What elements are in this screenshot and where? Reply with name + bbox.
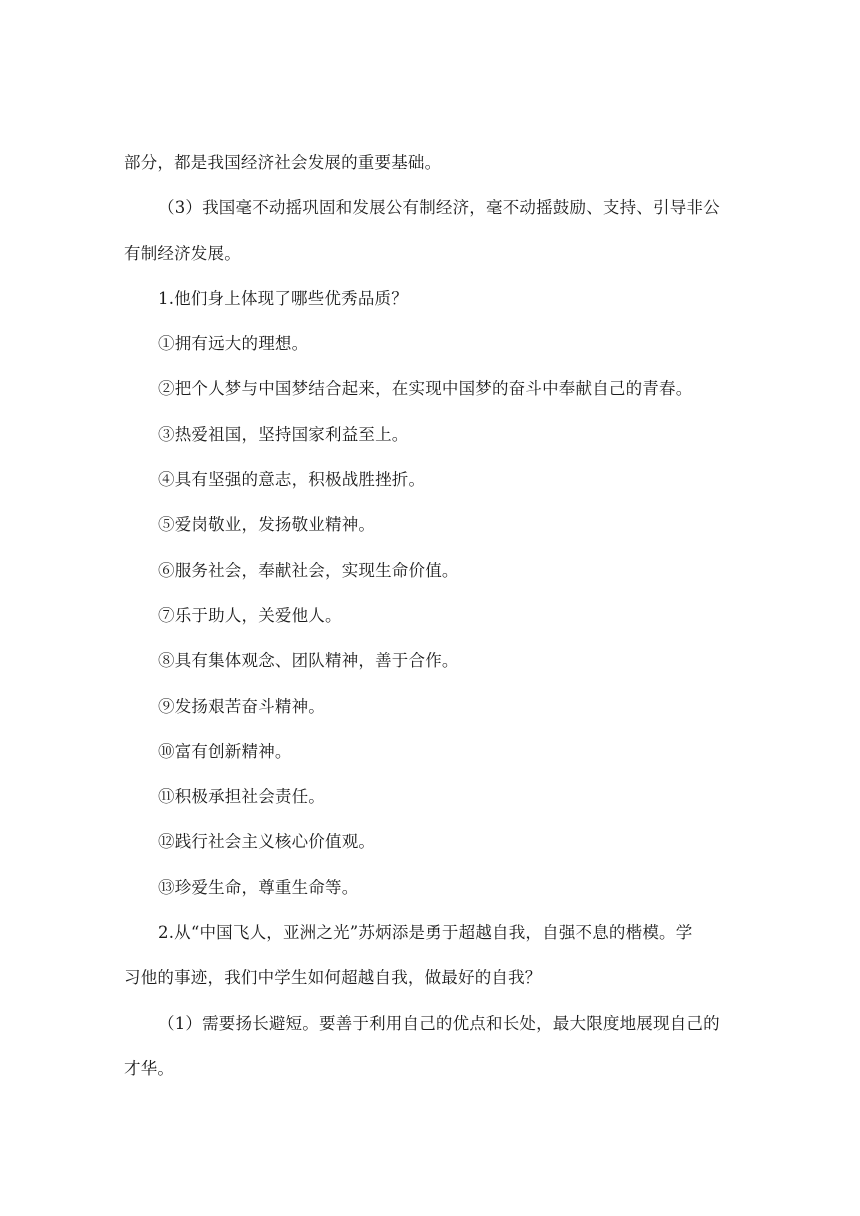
paragraph-line: （3）我国毫不动摇巩固和发展公有制经济，毫不动摇鼓励、支持、引导非公 (158, 198, 720, 218)
paragraph-line: 部分，都是我国经济社会发展的重要基础。 (124, 153, 442, 172)
paragraph-line: （1）需要扬长避短。要善于利用自己的优点和长处，最大限度地展现自己的 (158, 1013, 720, 1033)
question-heading: 2.从“中国飞人，亚洲之光”苏炳添是勇于超越自我，自强不息的楷模。学 (158, 923, 693, 943)
list-item: ⑦乐于助人，关爱他人。 (158, 605, 342, 625)
list-item: ⑤爱岗敬业，发扬敬业精神。 (158, 515, 376, 535)
list-item: ⑪积极承担社会责任。 (158, 787, 325, 807)
list-item: ⑨发扬艰苦奋斗精神。 (158, 696, 325, 716)
list-item: ③热爱祖国，坚持国家利益至上。 (158, 424, 409, 444)
list-item: ⑧具有集体观念、团队精神，善于合作。 (158, 651, 459, 671)
list-item: ⑬珍爱生命，尊重生命等。 (158, 877, 359, 897)
list-item: ①拥有远大的理想。 (158, 334, 309, 354)
list-item: ④具有坚强的意志，积极战胜挫折。 (158, 470, 426, 490)
list-item: ②把个人梦与中国梦结合起来，在实现中国梦的奋斗中奉献自己的青春。 (158, 379, 693, 399)
paragraph-line: 才华。 (124, 1058, 175, 1078)
list-item: ⑩富有创新精神。 (158, 741, 292, 761)
document-body (124, 140, 762, 1091)
paragraph-line: 习他的事迹，我们中学生如何超越自我，做最好的自我？ (124, 968, 542, 988)
list-item: ⑫践行社会主义核心价值观。 (158, 832, 376, 852)
question-heading: 1.他们身上体现了哪些优秀品质？ (158, 288, 408, 308)
paragraph-line: 有制经济发展。 (124, 243, 241, 263)
list-item: ⑥服务社会，奉献社会，实现生命价值。 (158, 560, 459, 580)
